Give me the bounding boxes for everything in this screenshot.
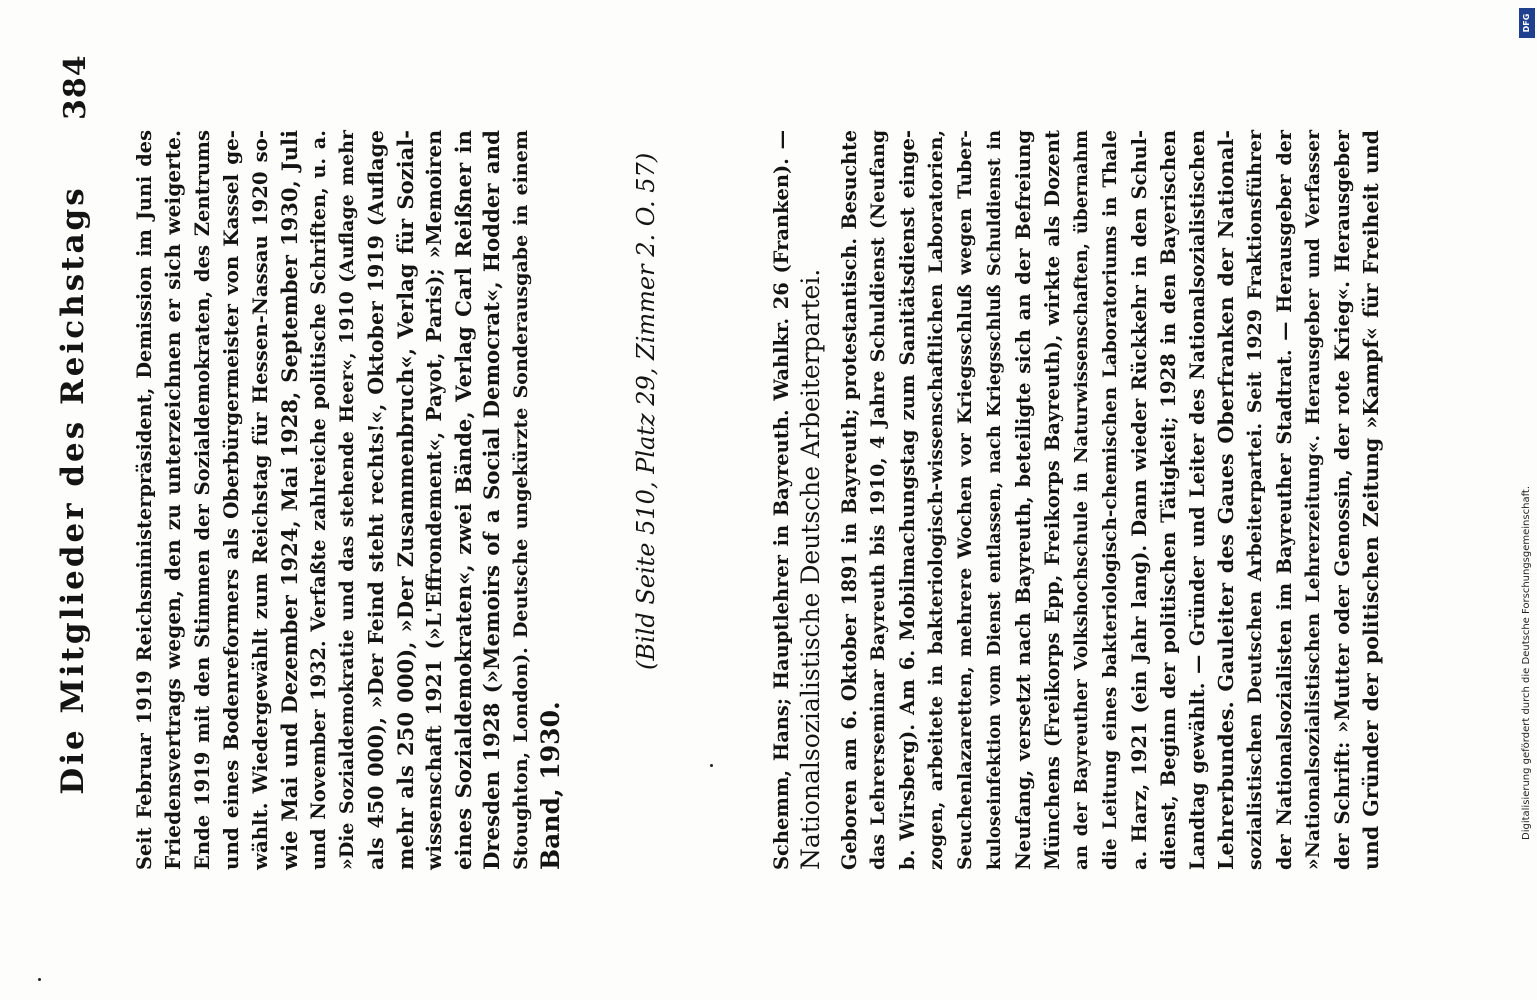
text-line: und Gründer der politischen Zeitung »Kampf« für Freiheit und <box>1359 130 1383 870</box>
text-line: a. Harz, 1921 (ein Jahr lang). Dann wieder Rückkehr in den Schul- <box>1128 130 1151 870</box>
digitization-note <box>1519 110 1535 840</box>
text-line: Band, 1930. <box>536 701 565 870</box>
text-line: an der Bayreuther Volkshochschule in Naturwissenschaften, übernahm <box>1071 130 1092 870</box>
text-line: kuloseinfektion vom Dienst entlassen, nach Kriegsschluß Schuldienst in <box>984 130 1005 870</box>
text-line: Dresden 1928 (»Memoirs of a Social Democrat«, Hodder and <box>480 130 505 870</box>
text-line: zogen, arbeitete in bakteriologisch-wissenschaftlichen Laboratorien, <box>925 130 947 870</box>
text-line: »Nationalsozialistischen Lehrerzeitung«. Herausgeber und Verfasser <box>1302 130 1324 870</box>
text-line: die Leitung eines bakteriologisch-chemischen Laboratoriums in Thale <box>1100 130 1121 870</box>
text-line: Stoughton, London). Deutsche ungekürzte Sonderausgabe in einem <box>510 130 532 870</box>
text-line: wissenschaft 1921 (»L'Effrondement«, Payot, Paris); »Memoiren <box>422 130 446 870</box>
text-line: Geboren am 6. Oktober 1891 in Bayreuth; protestantisch. Besuchte <box>838 130 861 870</box>
running-head: Die Mitglieder des Reichstags <box>55 185 91 795</box>
text-line: und November 1932. Verfaßte zahlreiche politische Schriften, u. a. <box>307 130 330 870</box>
text-line: Seit Februar 1919 Reichsministerpräsident, Demission im Juni des <box>133 130 156 870</box>
text-line: Lehrerbundes. Gauleiter des Gaues Oberfranken der National- <box>1214 130 1238 870</box>
text-line: eines Sozialdemokraten«, zwei Bände, Verlag Carl Reißner in <box>451 130 476 870</box>
text-line: wählt. Wiedergewählt zum Reichstag für Hessen-Nassau 1920 so- <box>249 130 272 870</box>
entry-heading-schemm <box>767 130 825 870</box>
text-line: wie Mai und Dezember 1924, Mai 1928, September 1930, Juli <box>277 130 302 870</box>
biography-schemm <box>835 130 1386 870</box>
biography-continuation <box>130 130 565 870</box>
scan-speck <box>710 764 713 767</box>
text-line: der Schrift: »Mutter oder Genossin, der rote Krieg«. Herausgeber <box>1331 130 1354 870</box>
text-line: sozialistischen Deutschen Arbeiterpartei. Seit 1929 Fraktionsführer <box>1244 130 1266 870</box>
text-line: b. Wirsberg). Am 6. Mobilmachungstag zum Sanitätsdienst einge- <box>896 130 919 870</box>
text-line: Landtag gewählt. — Gründer und Leiter des Nationalsozialistischen <box>1186 130 1209 870</box>
entry-name-line: Schemm, Hans; Hauptlehrer in Bayreuth. Wahlkr. 26 (Franken). — <box>770 130 793 870</box>
photo-reference-caption: (Bild Seite 510, Platz 29, Zimmer 2. O. 57) <box>632 152 660 670</box>
text-line: Seuchenlazaretten, mehrere Wochen vor Kriegsschluß wegen Tuber- <box>954 130 976 870</box>
text-line: und eines Bodenreformers als Oberbürgermeister von Kassel ge- <box>219 130 243 870</box>
digitization-note-text: Digitalisierung gefördert durch die Deutsche Forschungsgemeinschaft. <box>1521 485 1532 840</box>
text-line: »Die Sozialdemokratie und das stehende Heer«, 1910 (Auflage mehr <box>336 130 358 870</box>
text-line: Ende 1919 mit den Stimmen der Sozialdemokraten, des Zentrums <box>191 130 214 870</box>
text-line: dienst, Beginn der politischen Tätigkeit; 1928 in den Bayerischen <box>1157 130 1180 870</box>
text-line: Neufang, versetzt nach Bayreuth, beteiligte sich an der Befreiung <box>1012 130 1035 870</box>
scan-speck <box>38 978 41 981</box>
text-line: mehr als 250 000), »Der Zusammenbruch«, Verlag für Sozial- <box>393 130 418 870</box>
text-line: Friedensvertrags wegen, den zu unterzeichnen er sich weigerte. <box>161 130 185 870</box>
text-line: das Lehrerseminar Bayreuth bis 1910, 4 Jahre Schuldienst (Neufang <box>867 130 889 870</box>
text-line: der Nationalsozialisten im Bayreuther Stadtrat. — Herausgeber der <box>1273 130 1296 870</box>
page-number: 384 <box>58 54 93 120</box>
text-line: Münchens (Freikorps Epp, Freikorps Bayreuth), wirkte als Dozent <box>1041 130 1064 870</box>
dfg-logo-icon: DFG <box>1519 8 1535 38</box>
entry-party-line: Nationalsozialistische Deutsche Arbeiterpartei. <box>796 268 825 870</box>
text-line: als 450 000), »Der Feind steht rechts!«, Oktober 1919 (Auflage <box>364 130 388 870</box>
